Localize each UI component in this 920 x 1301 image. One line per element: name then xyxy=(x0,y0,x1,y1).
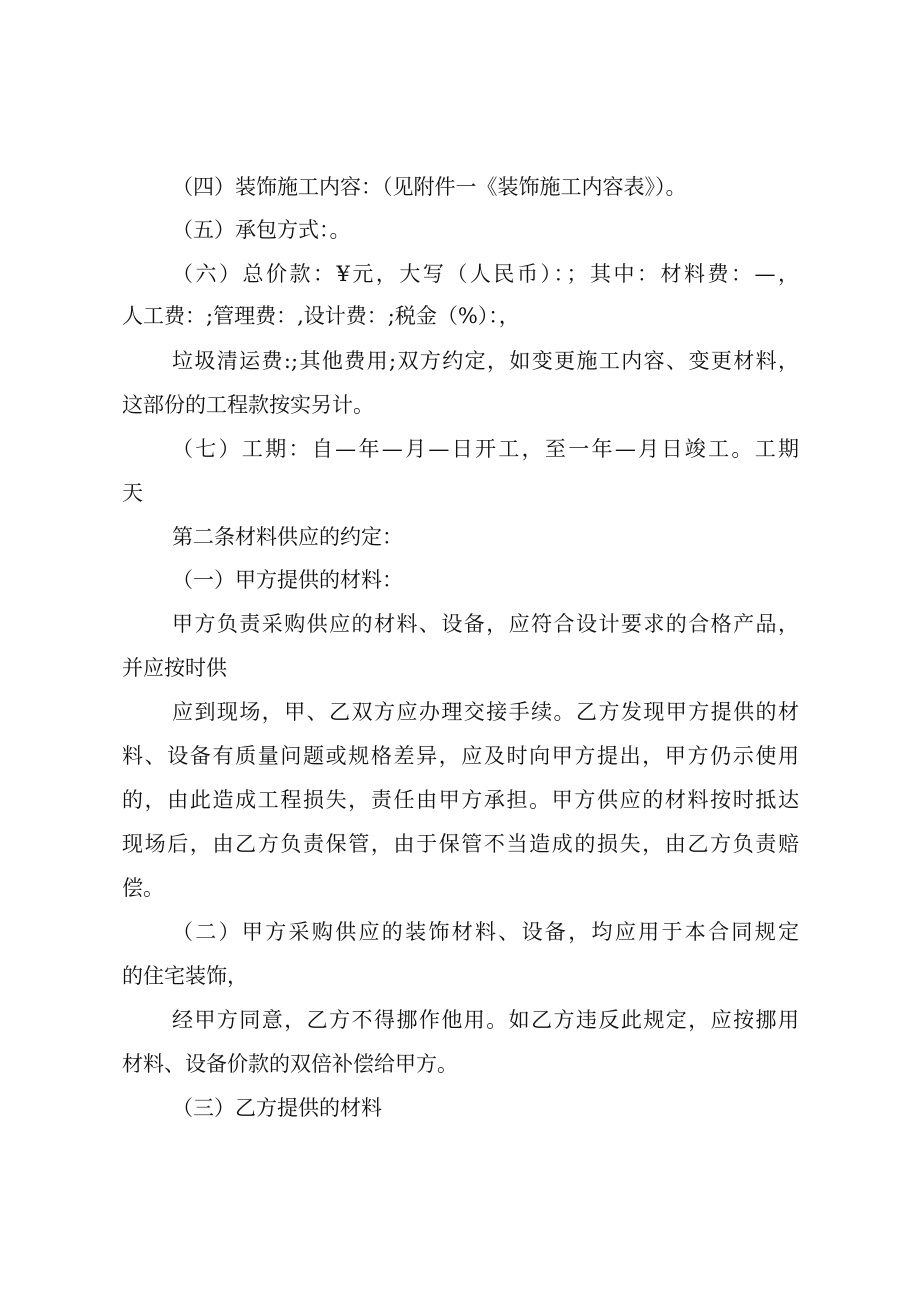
article-2-sub-1-line-2: 并应按时供 xyxy=(122,656,227,680)
clause-6-fees-line-1: 垃圾清运费:;其他费用;双方约定，如变更施工内容、变更材料， xyxy=(172,349,799,373)
clause-6-total-price-line-1: （六）总价款：¥元，大写（人民币）：；其中：材料费：—， xyxy=(172,262,799,286)
article-2-heading: 第二条材料供应的约定： xyxy=(172,525,403,549)
article-2-sub-1-line-1: 甲方负责采购供应的材料、设备，应符合设计要求的合格产品， xyxy=(172,612,799,636)
article-2-sub-2-line-3: 经甲方同意，乙方不得挪作他用。如乙方违反此规定，应按挪用 xyxy=(172,1008,799,1032)
article-2-sub-1-line-7: 偿。 xyxy=(122,876,164,900)
article-2-sub-1-line-5: 的，由此造成工程损失，责任由甲方承担。甲方供应的材料按时抵达 xyxy=(122,788,799,812)
clause-4-construction-content: （四）装饰施工内容：（见附件一《装饰施工内容表》）。 xyxy=(172,175,687,199)
clause-7-duration-line-1: （七）工期：自—年—月—日开工，至一年—月日竣工。工期 xyxy=(172,437,799,461)
article-2-sub-1-line-4: 料、设备有质量问题或规格差异，应及时向甲方提出，甲方仍示使用 xyxy=(122,744,799,768)
clause-7-duration-line-2: 天 xyxy=(122,481,143,505)
article-2-sub-1-line-3: 应到现场，甲、乙双方应办理交接手续。乙方发现甲方提供的材 xyxy=(172,700,799,724)
article-2-sub-2-line-2: 的住宅装饰， xyxy=(122,964,248,988)
clause-5-contract-method: （五）承包方式：。 xyxy=(172,218,351,242)
clause-6-fees-line-2: 这部份的工程款按实另计。 xyxy=(122,393,374,417)
article-2-sub-2-line-1: （二）甲方采购供应的装饰材料、设备，均应用于本合同规定 xyxy=(172,920,799,944)
article-2-sub-3-heading: （三）乙方提供的材料 xyxy=(172,1096,382,1120)
article-2-sub-2-line-4: 材料、设备价款的双倍补偿给甲方。 xyxy=(122,1052,458,1076)
article-2-sub-1-heading: （一）甲方提供的材料： xyxy=(172,568,403,592)
clause-6-total-price-line-2: 人工费：;管理费：,设计费：;税金（%）：， xyxy=(122,304,520,328)
article-2-sub-1-line-6: 现场后，由乙方负责保管，由于保管不当造成的损失，由乙方负责赔 xyxy=(122,832,799,856)
